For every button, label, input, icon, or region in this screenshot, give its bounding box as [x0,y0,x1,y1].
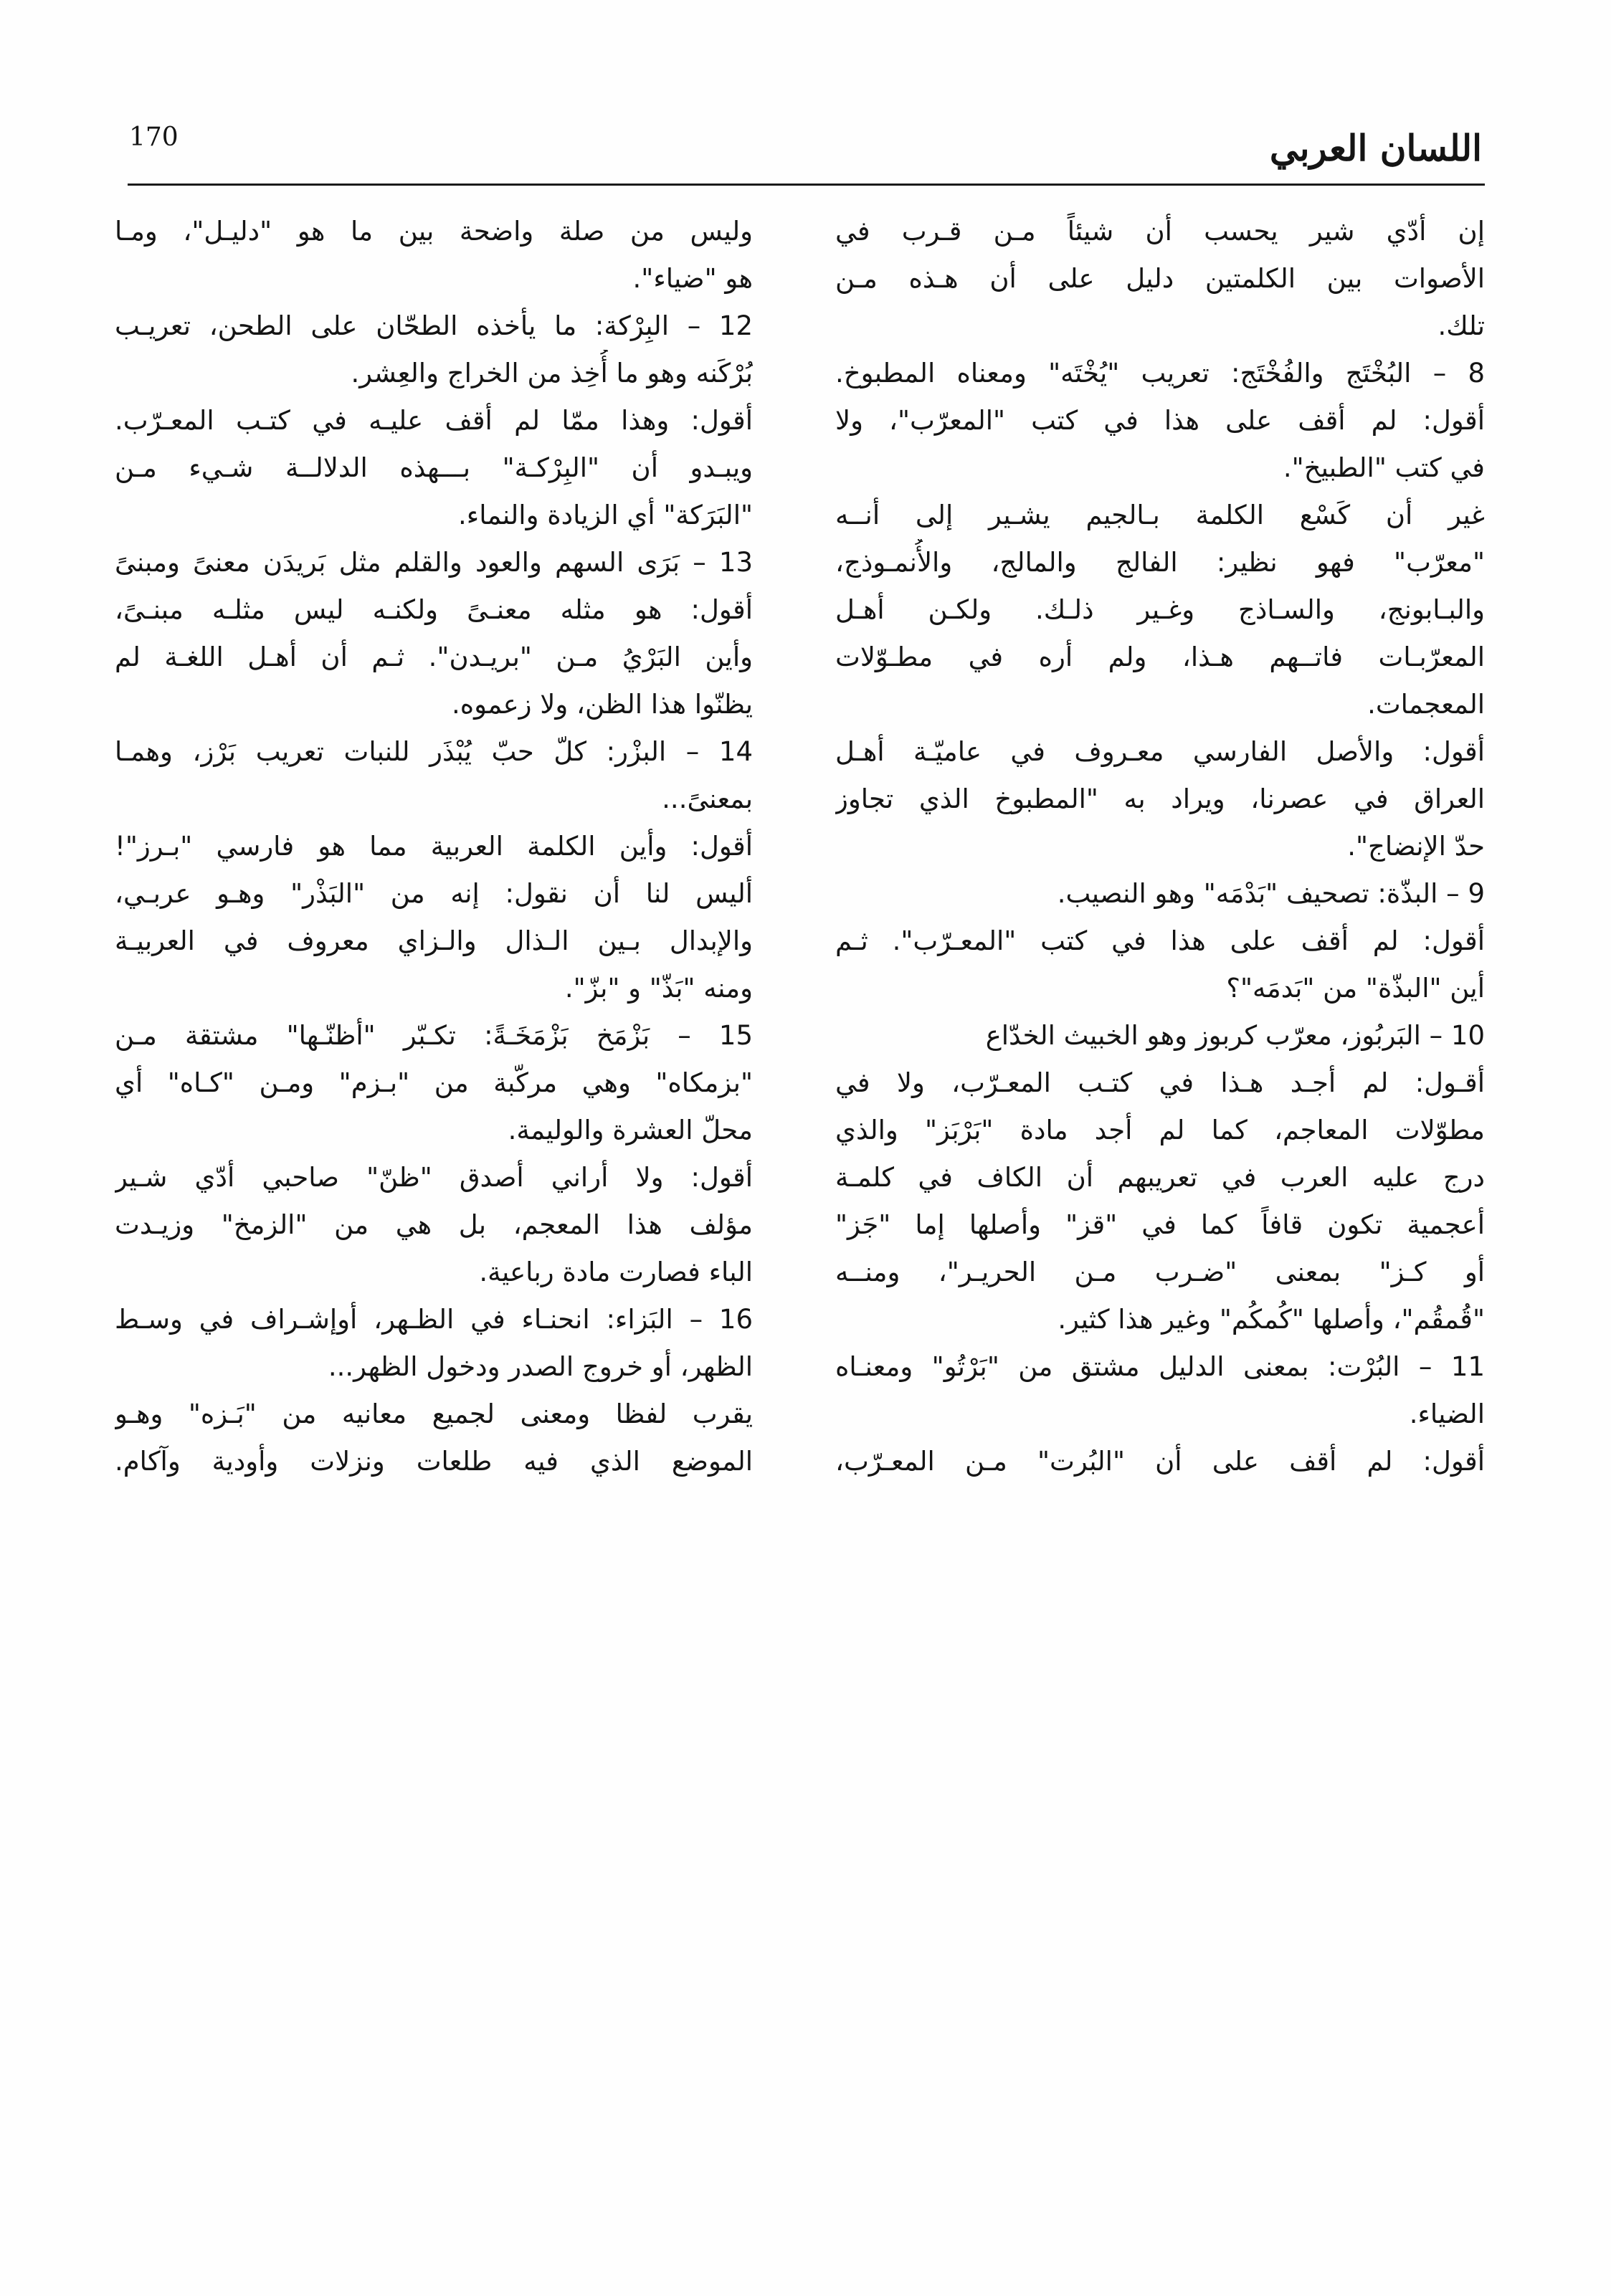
text-line: المعرّبـات فاتــهم هـذا، ولم أره في مطـوّلات [835,642,1485,672]
text-line: "قُمقُم"، وأصلها "كُمكُم" وغير هذا كثير. [1058,1304,1485,1335]
text-line: بمعنىً... [662,783,753,814]
text-line: 15 – بَزْمَخ بَزْمَخَـةً: تكـبّر "أظنّـها" مشتقة مـن [115,1020,753,1051]
text-line: بُرْكَنه وهو ما أُخِذ من الخراج والعِشر. [351,358,753,389]
text-line: 13 – بَرَى السهم والعود والقلم مثل بَريدَن معنىً ومبنىً [115,547,753,578]
text-line: ومنه "بَذّ" و "بزّ". [564,973,753,1004]
text-line: مؤلف هذا المعجم، بل هي من "الزمخ" وزيـدت [115,1209,753,1240]
text-line: العراق في عصرنا، ويراد به "المطبوخ الذي تجاوز [835,783,1485,814]
text-line: 16 – البَزاء: انحنـاء في الظـهر، أوإشـراف في وسـط [115,1304,753,1335]
text-line: محلّ العشرة والوليمة. [508,1115,753,1145]
text-line: أليس لنا أن نقول: إنه من "البَذْر" وهـو عربـي، [115,878,753,909]
text-line: الموضع الذي فيه طلعات ونزلات وأودية وآكام. [115,1446,753,1477]
text-line: "معرّب" فهو نظير: الفالج والمالج، والأُنمـوذج، [835,547,1485,578]
text-line: 14 – البزْر: كلّ حبّ يُبْذَر للنبات تعريب بَرْز، وهمـا [115,736,753,767]
text-line: 9 – البذّة: تصحيف "بَدْمَه" وهو النصيب. [1057,878,1485,909]
text-line: أقـول: لم أجـد هـذا في كتـب المعـرّب، ولا في [835,1067,1485,1098]
text-line: "بزمكاه" وهي مركّبة من "بـزم" ومـن "كـاه" أي [115,1067,753,1098]
text-line: والبـابونج، والسـاذج وغـير ذلـك. ولكـن أهـل [835,594,1485,625]
text-line: وأين البَرْيُ مـن "بريـدن". ثـم أن أهـل اللغـة لم [115,642,753,672]
text-line: غير أن كَسْع الكلمة بـالجيم يشـير إلى أنــه [835,500,1485,530]
text-line: أقول: ولا أراني أصدق "ظنّ" صاحبي أدّي شـير [115,1162,753,1193]
right-text-column [835,208,1485,1485]
text-line: ويبـدو أن "البِرْكـة" بـــهذه الدلالــة شـيء مـن [115,452,753,483]
text-line: 11 – البُرْت: بمعنى الدليل مشتق من "بَرْتُو" ومعنـاه [835,1351,1485,1382]
text-line: إن أدّي شير يحسب أن شيئاً مـن قـرب في [835,216,1485,247]
text-line: 8 – البُخْتَج والفُخْتَج: تعريب "يُخْتَه" ومعناه المطبوخ. [835,358,1485,389]
text-line: الأصوات بين الكلمتين دليل على أن هـذه مـن [835,263,1485,294]
text-line: مطوّلات المعاجم، كما لم أجد مادة "بَرْبَز" والذي [835,1115,1485,1145]
text-line: أعجمية تكون قافاً كما في "قز" وأصلها إما "جَز" [835,1209,1485,1240]
text-line: الباء فصارت مادة رباعية. [479,1257,753,1287]
text-line: أقول: وهذا ممّا لم أقف عليـه في كتـب المعـرّب. [115,405,753,436]
text-line: درج عليه العرب في تعريبهم أن الكاف في كلمـة [835,1162,1485,1193]
text-line: أقول: لم أقف على هذا في كتب "المعرّب"، ولا [835,405,1485,436]
text-line: هو "ضياء". [632,263,753,294]
text-line: الظهر، أو خروج الصدر ودخول الظهر... [328,1351,753,1382]
text-line: تلك. [1437,310,1485,341]
text-line: وليس من صلة واضحة بين ما هو "دليـل"، ومـا [115,216,753,247]
text-line: في كتب "الطبيخ". [1283,452,1485,483]
text-line: حدّ الإنضاج". [1347,831,1485,862]
text-line: "البَرَكة" أي الزيادة والنماء. [458,500,753,530]
left-text-column [115,208,753,1485]
text-line: أقول: والأصل الفارسي معـروف في عاميّـة أهـل [835,736,1485,767]
text-line: يظنّوا هذا الظن، ولا زعموه. [451,689,753,720]
text-line: 10 – البَربُوز، معرّب كربوز وهو الخبيث الخدّاع [985,1020,1485,1051]
text-line: أقول: وأين الكلمة العربية مما هو فارسي "بـرز"! [115,831,753,862]
text-line: أو كـز" بمعنى "ضـرب مـن الحريـر"، ومنــه [835,1257,1485,1287]
text-line: أقول: لم أقف على أن "البُرت" مـن المعـرّب، [835,1446,1485,1477]
text-line: أقول: هو مثله معنـىً ولكنـه ليس مثلـه مبنـىً، [115,594,753,625]
text-line: المعجمات. [1367,689,1485,720]
page-number: 170 [129,123,179,152]
text-line: أين "البذّة" من "بَدمَه"؟ [1226,973,1485,1004]
text-line: والإبدال بـين الـذال والـزاي معروف في العربيـة [115,925,753,956]
journal-title: اللسان العربي [1269,127,1482,169]
text-line: أقول: لم أقف على هذا في كتب "المعـرّب". ثـم [835,925,1485,956]
text-line: الضياء. [1409,1399,1485,1429]
header-rule [128,184,1485,186]
text-line: 12 – البِرْكة: ما يأخذه الطحّان على الطحن، تعريـب [115,310,753,341]
text-line: يقرب لفظا ومعنى لجميع معانيه من "بَـزه" وهـو [115,1399,753,1429]
